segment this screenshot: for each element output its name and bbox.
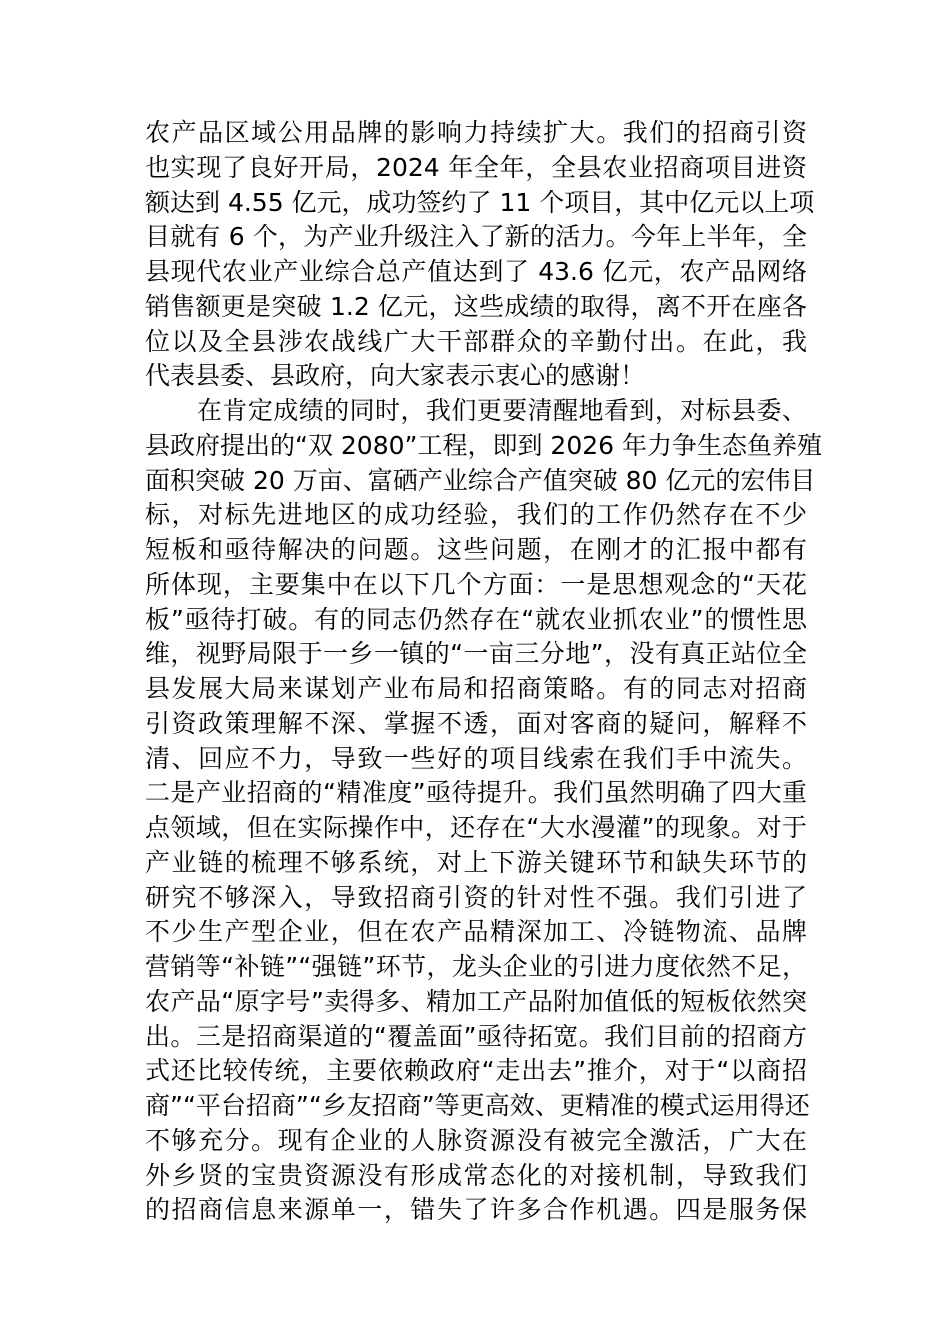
text-line: 额达到 4.55 亿元，成功签约了 11 个项目，其中亿元以上项	[145, 187, 815, 217]
text-line: 位以及全县涉农战线广大干部群众的辛勤付出。在此，我	[145, 326, 807, 356]
text-line: 商”“平台招商”“乡友招商”等更高效、更精准的模式运用得还	[145, 1091, 810, 1120]
text-line: 外乡贤的宝贵资源没有形成常态化的对接机制，导致我们	[145, 1160, 807, 1190]
text-line: 式还比较传统，主要依赖政府“走出去”推介，对于“以商招	[145, 1056, 807, 1086]
text-line: 面积突破 20 万亩、富硒产业综合产值突破 80 亿元的宏伟目	[145, 465, 816, 495]
text-line: 点领域，但在实际操作中，还存在“大水漫灌”的现象。对于	[145, 813, 807, 842]
text-line: 也实现了良好开局，2024 年全年，全县农业招商项目进资	[145, 152, 807, 182]
text-line: 引资政策理解不深、掌握不透，面对客商的疑问，解释不	[145, 708, 807, 738]
document-body	[145, 116, 822, 1228]
text-line: 农产品“原字号”卖得多、精加工产品附加值低的短板依然突	[145, 986, 807, 1016]
text-line: 标，对标先进地区的成功经验，我们的工作仍然存在不少	[145, 500, 807, 530]
text-line: 销售额更是突破 1.2 亿元，这些成绩的取得，离不开在座各	[145, 291, 807, 321]
text-line: 研究不够深入，导致招商引资的针对性不强。我们引进了	[145, 882, 807, 912]
text-line: 县发展大局来谋划产业布局和招商策略。有的同志对招商	[145, 674, 807, 703]
text-line: 的招商信息来源单一，错失了许多合作机遇。四是服务保	[145, 1195, 807, 1225]
text-line: 农产品区域公用品牌的影响力持续扩大。我们的招商引资	[145, 118, 807, 147]
text-line: 县政府提出的“双 2080”工程，即到 2026 年力争生态鱼养殖	[145, 430, 822, 460]
text-line: 短板和亟待解决的问题。这些问题，在刚才的汇报中都有	[145, 535, 807, 564]
text-line: 不少生产型企业，但在农产品精深加工、冷链物流、品牌	[145, 917, 807, 947]
text-line: 产业链的梳理不够系统，对上下游关键环节和缺失环节的	[145, 847, 807, 877]
text-line: 维，视野局限于一乡一镇的“一亩三分地”，没有真正站位全	[145, 639, 807, 669]
text-line: 所体现，主要集中在以下几个方面：一是思想观念的“天花	[145, 569, 807, 599]
text-line: 出。三是招商渠道的“覆盖面”亟待拓宽。我们目前的招商方	[145, 1021, 807, 1051]
text-line: 代表县委、县政府，向大家表示衷心的感谢！	[145, 361, 646, 391]
text-line: 板”亟待打破。有的同志仍然存在“就农业抓农业”的惯性思	[145, 604, 807, 634]
text-line: 清、回应不力，导致一些好的项目线索在我们手中流失。	[145, 743, 807, 773]
text-line: 不够充分。现有企业的人脉资源没有被完全激活，广大在	[145, 1125, 807, 1155]
text-line: 县现代农业产业综合总产值达到了 43.6 亿元，农产品网络	[145, 257, 807, 286]
text-line: 二是产业招商的“精准度”亟待提升。我们虽然明确了四大重	[145, 778, 807, 808]
text-line: 目就有 6 个，为产业升级注入了新的活力。今年上半年，全	[145, 222, 807, 252]
text-line: 在肯定成绩的同时，我们更要清醒地看到，对标县委、	[197, 396, 807, 425]
text-line: 营销等“补链”“强链”环节，龙头企业的引进力度依然不足，	[145, 952, 807, 981]
